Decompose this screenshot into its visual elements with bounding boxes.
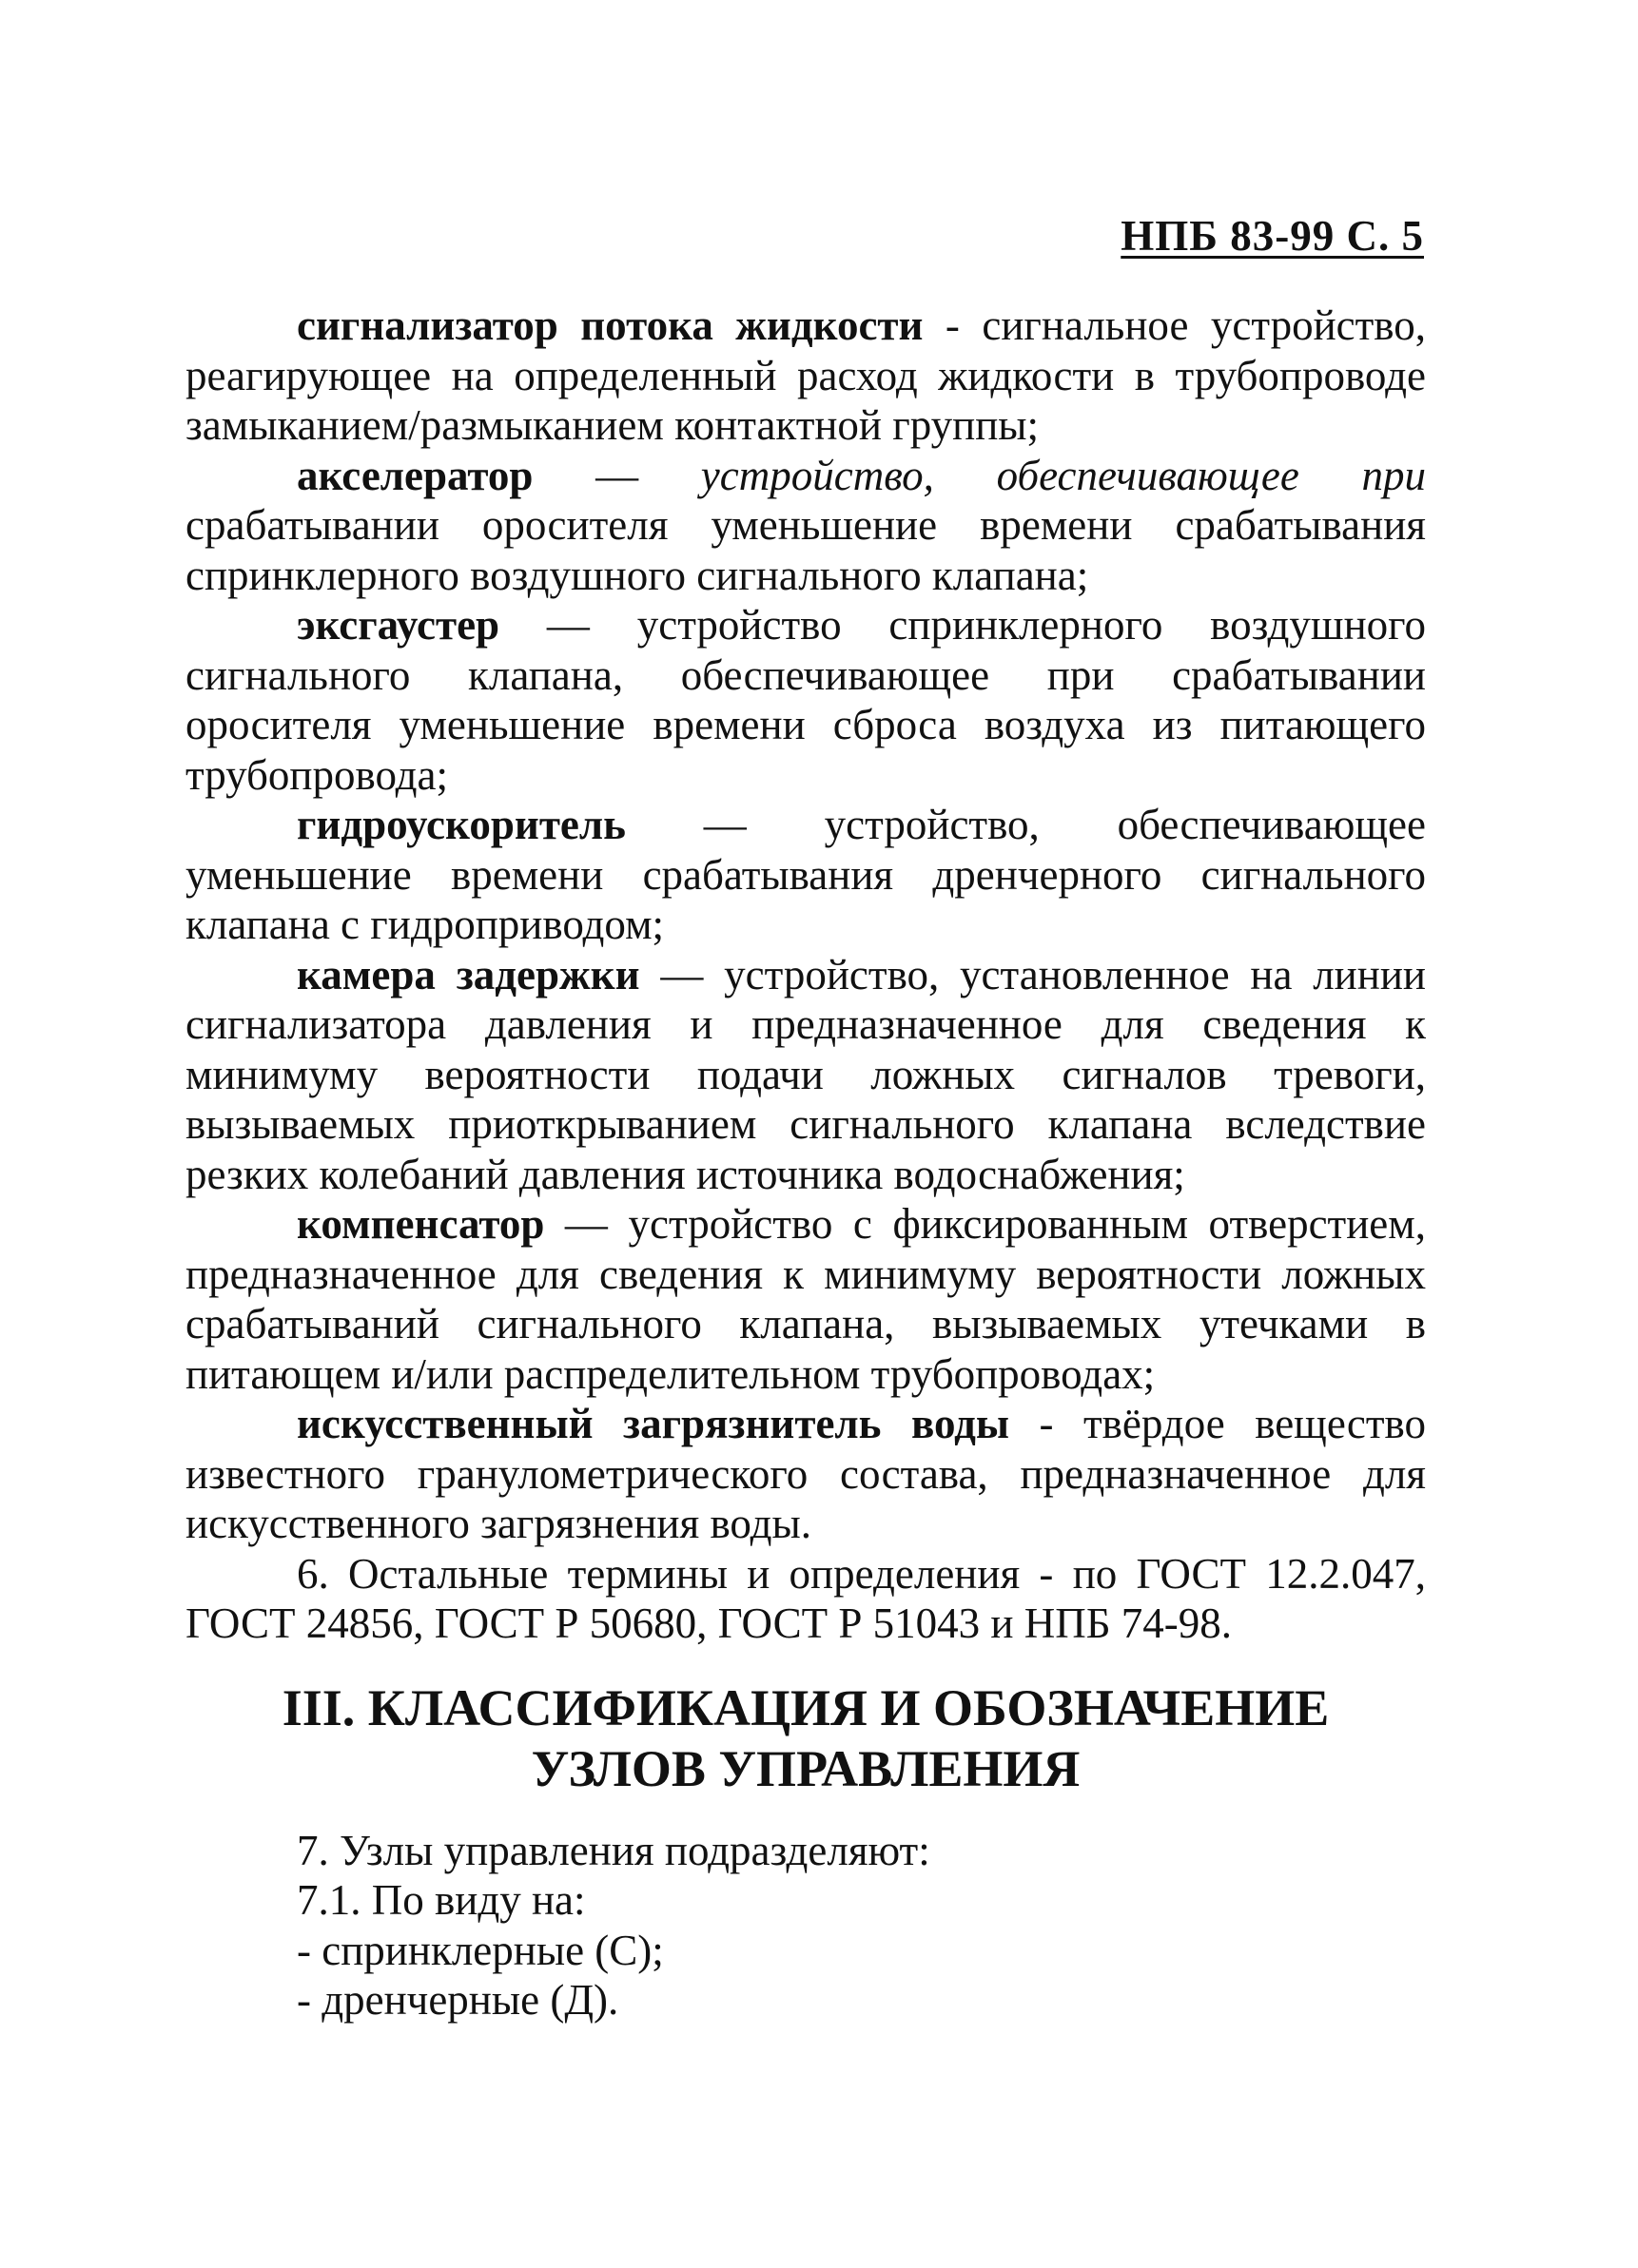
definition-text-emphasis: при [1361, 451, 1426, 499]
list-item: 7. Узлы управления подразделяют: [297, 1826, 930, 1874]
term: сигнализатор потока жидкости [297, 301, 924, 349]
clause-6: 6. Остальные термины и определения - по ГОСТ 12.2.047, ГОСТ 24856, ГОСТ Р 50680, ГОСТ Р 51043 и НПБ 74-98. [185, 1549, 1426, 1647]
section-heading-line-2: УЗЛОВ УПРАВЛЕНИЯ [531, 1739, 1081, 1797]
term-separator: - [923, 301, 983, 349]
classification-list [185, 1826, 1426, 2026]
term: компенсатор [297, 1200, 545, 1248]
definition-text: твёрдое вещество известного гранулометрического состава, предназначенное для искусственного загрязнения воды. [185, 1400, 1426, 1547]
definition-delay-chamber [185, 950, 1426, 1200]
definition-accelerator [185, 451, 1426, 601]
term-separator: — [625, 801, 825, 848]
term: эксгаустер [297, 601, 500, 649]
definition-hydro-accelerator [185, 800, 1426, 950]
section-heading-line-1: III. КЛАССИФИКАЦИЯ И ОБОЗНАЧЕНИЕ [282, 1678, 1330, 1736]
term: искусственный загрязнитель воды [297, 1400, 1010, 1447]
term-separator: - [1009, 1400, 1084, 1447]
list-item: - спринклерные (С); [297, 1926, 664, 1974]
definition-text: устройство, обеспечивающее [700, 451, 1362, 499]
term: камера задержки [297, 950, 640, 998]
list-item: 7.1. По виду на: [297, 1876, 586, 1924]
definition-text: устройство, обеспечивающее уменьшение времени срабатывания дренчерного сигнального клапана с гидроприводом; [185, 801, 1426, 948]
definition-signal-flow [185, 300, 1426, 451]
section-heading [185, 1677, 1426, 1799]
page-content [185, 300, 1426, 2026]
term-separator: — [544, 1200, 629, 1248]
definition-text: устройство спринклерного воздушного сигнального клапана, обеспечивающее при срабатывании оросителя уменьшение времени сброса воздуха из питающего трубопровода; [185, 601, 1426, 799]
running-header: НПБ 83-99 С. 5 [1121, 212, 1424, 260]
definition-text: сигнальное устройство, реагирующее на определенный расход жидкости в трубопроводе замыканием/размыканием контактной группы; [185, 301, 1426, 449]
term: гидроускоритель [297, 801, 626, 848]
definition-text: устройство с фиксированным отверстием, предназначенное для сведения к минимуму вероятности ложных срабатываний сигнального клапана, вызываемых утечками в питающем и/или распределительном трубопроводах; [185, 1200, 1427, 1398]
definition-compensator [185, 1199, 1426, 1399]
term-separator: — [639, 950, 725, 998]
definition-text: срабатывании оросителя уменьшение времени срабатывания спринклерного воздушного сигнального клапана; [185, 501, 1426, 599]
definition-exhauster [185, 600, 1426, 800]
term: акселератор [297, 451, 534, 499]
definition-water-contaminant [185, 1399, 1426, 1549]
definition-text: устройство, установленное на линии сигнализатора давления и предназначенное для сведения к минимуму вероятности подачи ложных сигналов тревоги, вызываемых приоткрыванием сигнального клапана вследствие резких колебаний давления источника водоснабжения; [185, 950, 1427, 1198]
list-item: - дренчерные (Д). [297, 1976, 619, 2024]
term-separator: — [499, 601, 637, 649]
term-separator: — [533, 451, 701, 499]
